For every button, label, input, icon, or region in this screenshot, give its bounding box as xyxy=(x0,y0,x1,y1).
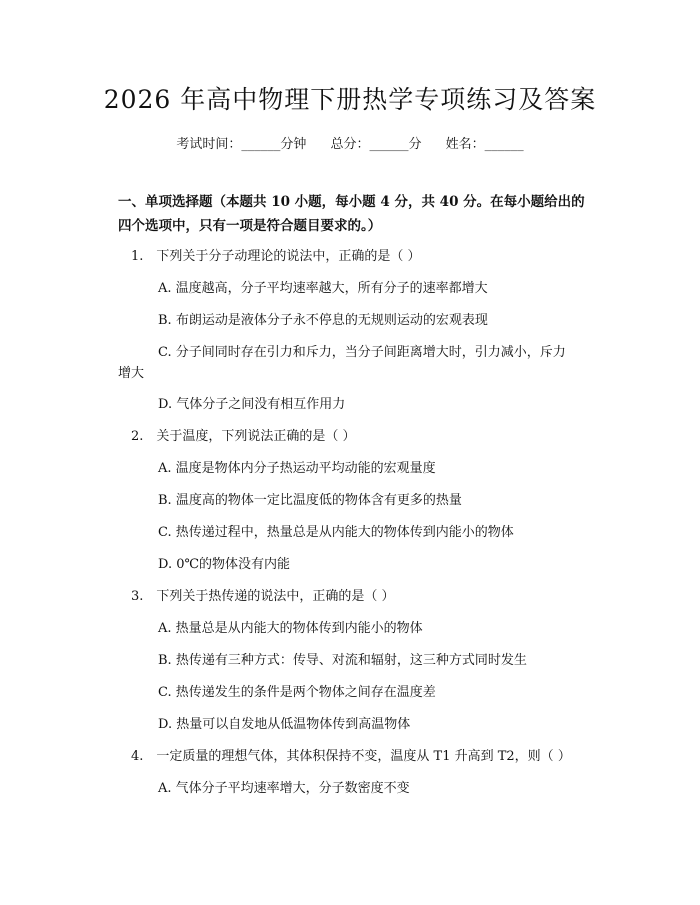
question-1-option-b: B. 布朗运动是液体分子永不停息的无规则运动的宏观表现 xyxy=(158,313,488,328)
question-3-option-d: D. 热量可以自发地从低温物体传到高温物体 xyxy=(158,717,411,732)
question-1-stem: 1. 下列关于分子动理论的说法中，正确的是（ ） xyxy=(131,249,421,264)
total-score-field: 总分：______分 xyxy=(330,137,422,152)
question-4-option-a: A. 气体分子平均速率增大，分子数密度不变 xyxy=(158,781,410,796)
page-title: 2026 年高中物理下册热学专项练习及答案 xyxy=(103,85,597,114)
question-1-option-c-continued: 增大 xyxy=(118,366,145,381)
exam-info xyxy=(0,133,700,152)
question-3-option-a: A. 热量总是从内能大的物体传到内能小的物体 xyxy=(158,621,423,636)
question-2-option-c: C. 热传递过程中，热量总是从内能大的物体传到内能小的物体 xyxy=(158,525,514,540)
question-1-option-d: D. 气体分子之间没有相互作用力 xyxy=(158,397,346,412)
exam-time-field: 考试时间：______分钟 xyxy=(176,137,307,152)
question-3-option-b: B. 热传递有三种方式：传导、对流和辐射，这三种方式同时发生 xyxy=(158,653,527,668)
question-1-option-a: A. 温度越高，分子平均速率越大，所有分子的速率都增大 xyxy=(158,281,488,296)
question-3-option-c: C. 热传递发生的条件是两个物体之间存在温度差 xyxy=(158,685,436,700)
question-1-option-c: C. 分子间同时存在引力和斥力，当分子间距离增大时，引力减小，斥力 xyxy=(158,345,566,360)
question-2-stem: 2. 关于温度，下列说法正确的是（ ） xyxy=(131,429,356,444)
question-4-stem: 4. 一定质量的理想气体，其体积保持不变，温度从 T1 升高到 T2，则（ ） xyxy=(131,749,571,764)
question-2-option-a: A. 温度是物体内分子热运动平均动能的宏观量度 xyxy=(158,461,436,476)
question-2-option-d: D. 0℃的物体没有内能 xyxy=(158,557,291,572)
student-name-field: 姓名：______ xyxy=(445,137,524,152)
question-3-stem: 3. 下列关于热传递的说法中，正确的是（ ） xyxy=(131,589,395,604)
section-heading: 一、单项选择题（本题共 10 小题，每小题 4 分，共 40 分。在每小题给出的四个选项中，只有一项是符合题目要求的。） xyxy=(118,194,585,234)
question-2-option-b: B. 温度高的物体一定比温度低的物体含有更多的热量 xyxy=(158,493,462,508)
